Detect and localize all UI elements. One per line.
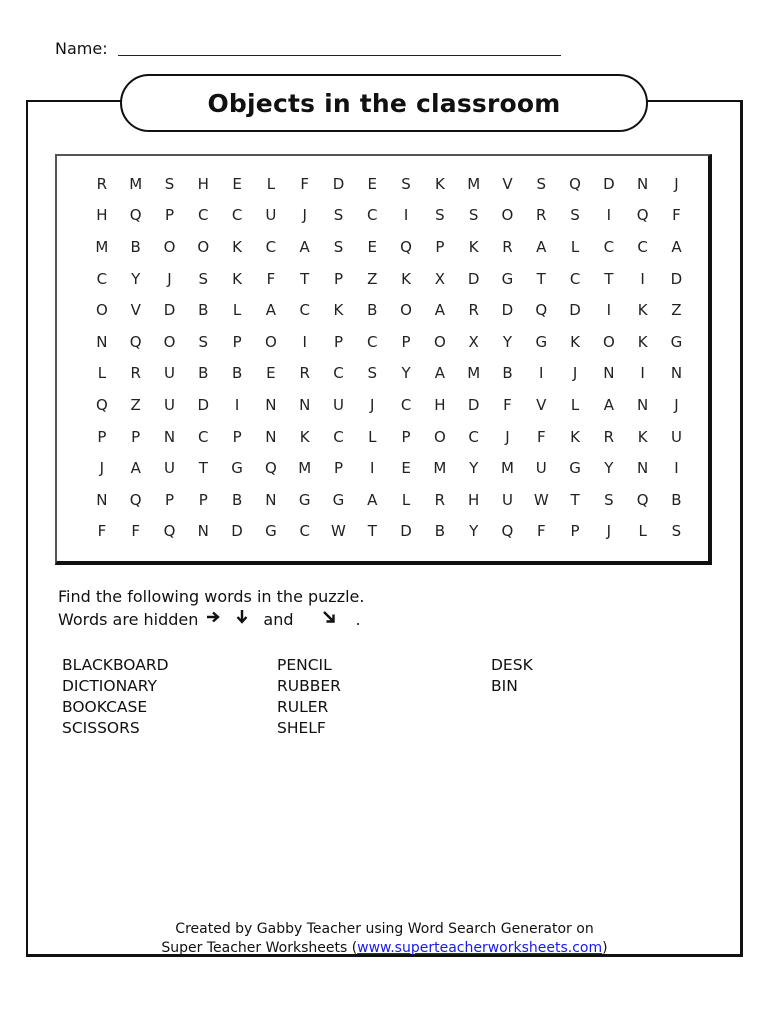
website-link[interactable]: www.superteacherworksheets.com — [357, 940, 603, 956]
grid-letter: P — [131, 427, 141, 446]
grid-letter: R — [502, 237, 513, 256]
grid-letter: C — [400, 395, 412, 414]
grid-letter: K — [333, 301, 344, 320]
grid-letter: I — [370, 459, 375, 478]
grid-letter: Q — [400, 237, 412, 256]
grid-letter: U — [164, 459, 175, 478]
grid-letter: S — [570, 206, 580, 225]
word-list-item: SHELF — [277, 719, 326, 737]
grid-letter: A — [434, 301, 445, 320]
arrow-right-icon-svg — [206, 610, 220, 624]
footer-credit — [26, 920, 743, 958]
footer-suffix: ) — [602, 940, 608, 956]
arrow-down-icon — [235, 609, 249, 629]
grid-letter: J — [674, 174, 679, 193]
grid-letter: K — [232, 237, 242, 256]
grid-letter: J — [167, 269, 172, 288]
grid-letter: C — [569, 269, 581, 288]
word-list-column-1 — [62, 655, 169, 739]
grid-letter: E — [232, 174, 242, 193]
grid-letter: O — [163, 237, 176, 256]
grid-letter: B — [231, 364, 243, 383]
grid-letter: P — [401, 332, 411, 351]
grid-letter: B — [671, 490, 682, 509]
grid-letter: S — [333, 206, 344, 225]
grid-letter: S — [198, 269, 209, 288]
grid-letter: C — [265, 237, 277, 256]
grid-letter: A — [603, 395, 614, 414]
footer-line-2 — [26, 939, 743, 958]
grid-letter: N — [637, 459, 649, 478]
grid-letter: F — [266, 269, 276, 288]
grid-letter: P — [164, 490, 175, 509]
grid-letter: R — [536, 206, 547, 225]
grid-letter: E — [367, 237, 378, 256]
grid-letter: Z — [671, 301, 682, 320]
grid-letter: J — [606, 522, 612, 541]
grid-letter: N — [299, 395, 311, 414]
grid-letter: J — [370, 395, 375, 414]
grid-row — [85, 294, 693, 326]
grid-letter: D — [231, 522, 243, 541]
grid-letter: H — [468, 490, 480, 509]
grid-letter: D — [670, 269, 683, 288]
name-line[interactable] — [118, 55, 561, 56]
grid-letter: I — [403, 206, 409, 225]
grid-letter: O — [501, 206, 514, 225]
grid-letter: L — [266, 174, 276, 193]
grid-letter: J — [99, 459, 105, 478]
grid-letter: S — [671, 522, 682, 541]
grid-letter: S — [164, 174, 175, 193]
grid-letter: C — [96, 269, 108, 288]
grid-letter: S — [604, 490, 614, 509]
grid-letter: Y — [131, 269, 141, 288]
grid-letter: C — [367, 332, 378, 351]
grid-letter: P — [97, 427, 107, 446]
grid-row — [85, 358, 693, 390]
grid-letter: O — [400, 301, 412, 320]
grid-letter: O — [264, 332, 277, 351]
grid-letter: Q — [569, 174, 581, 193]
grid-letter: N — [197, 522, 209, 541]
grid-letter: B — [130, 237, 141, 256]
grid-letter: U — [265, 206, 277, 225]
grid-letter: E — [367, 174, 378, 193]
grid-letter: P — [435, 237, 445, 256]
grid-letter: X — [468, 332, 479, 351]
grid-letter: S — [468, 206, 479, 225]
name-label: Name: — [55, 39, 108, 58]
grid-letter: U — [501, 490, 513, 509]
grid-letter: S — [536, 174, 547, 193]
grid-letter: N — [96, 332, 108, 351]
grid-letter: D — [501, 301, 514, 320]
grid-letter: U — [670, 427, 682, 446]
grid-letter: B — [231, 490, 243, 509]
grid-letter: K — [637, 332, 648, 351]
grid-letter: U — [332, 395, 344, 414]
grid-letter: N — [265, 395, 277, 414]
grid-letter: A — [434, 364, 445, 383]
instructions-line-2 — [58, 609, 361, 629]
footer-prefix: Super Teacher Worksheets ( — [161, 940, 358, 956]
grid-letter: R — [299, 364, 310, 383]
grid-letter: B — [367, 301, 378, 320]
grid-letter: R — [130, 364, 141, 383]
grid-letter: N — [637, 395, 649, 414]
grid-letter: M — [95, 237, 109, 256]
grid-letter: Q — [129, 206, 142, 225]
grid-letter: J — [572, 364, 578, 383]
grid-letter: C — [637, 237, 648, 256]
grid-row — [85, 484, 693, 516]
word-list-item: RUBBER — [277, 677, 341, 695]
grid-letter: F — [300, 174, 309, 193]
grid-letter: T — [570, 490, 580, 509]
grid-letter: C — [198, 206, 209, 225]
grid-letter: T — [536, 269, 546, 288]
word-list-item: DESK — [491, 656, 533, 674]
grid-letter: A — [536, 237, 547, 256]
grid-letter: G — [265, 522, 277, 541]
grid-letter: P — [164, 206, 175, 225]
word-list-column-3 — [491, 655, 533, 697]
grid-letter: N — [637, 174, 649, 193]
word-list-item: SCISSORS — [62, 719, 140, 737]
grid-letter: I — [640, 364, 645, 383]
grid-letter: O — [197, 237, 210, 256]
grid-letter: S — [333, 237, 344, 256]
grid-letter: I — [606, 301, 612, 320]
grid-letter: C — [198, 427, 209, 446]
grid-letter: D — [603, 174, 615, 193]
grid-letter: B — [434, 522, 446, 541]
grid-letter: L — [232, 301, 242, 320]
grid-letter: G — [535, 332, 548, 351]
instructions-prefix: Words are hidden — [58, 609, 199, 629]
grid-letter: D — [467, 395, 480, 414]
grid-letter: T — [198, 459, 208, 478]
arrow-diagonal-icon-svg — [322, 610, 336, 624]
grid-letter: P — [198, 490, 208, 509]
grid-letter: H — [96, 206, 108, 225]
grid-letter: F — [672, 206, 681, 225]
grid-letter: R — [468, 301, 479, 320]
grid-letter: P — [333, 269, 343, 288]
grid-letter: F — [503, 395, 512, 414]
grid-row — [85, 389, 693, 421]
grid-letter: N — [603, 364, 615, 383]
grid-row — [85, 168, 693, 200]
grid-letter: A — [671, 237, 682, 256]
grid-letter: N — [265, 427, 277, 446]
grid-row — [85, 231, 693, 263]
grid-letter: N — [96, 490, 108, 509]
grid-letter: G — [670, 332, 683, 351]
grid-letter: K — [570, 332, 580, 351]
grid-letter: W — [533, 490, 549, 509]
grid-letter: U — [164, 395, 175, 414]
grid-letter: Q — [129, 332, 142, 351]
grid-letter: R — [603, 427, 615, 446]
grid-letter: G — [231, 459, 243, 478]
grid-row — [85, 452, 693, 484]
grid-letter: K — [468, 237, 479, 256]
page-title: Objects in the classroom — [207, 88, 561, 118]
grid-letter: P — [333, 332, 343, 351]
grid-letter: L — [401, 490, 411, 509]
grid-letter: I — [234, 395, 240, 414]
grid-letter: M — [129, 174, 143, 193]
grid-letter: C — [333, 364, 344, 383]
grid-letter: L — [638, 522, 647, 541]
and-text: and — [263, 609, 294, 629]
grid-letter: C — [468, 427, 479, 446]
word-list-item: BLACKBOARD — [62, 656, 169, 674]
grid-letter: F — [536, 427, 546, 446]
grid-letter: E — [401, 459, 411, 478]
grid-letter: H — [197, 174, 209, 193]
grid-letter: N — [163, 427, 176, 446]
grid-letter: C — [333, 427, 344, 446]
grid-letter: Y — [502, 332, 513, 351]
grid-letter: B — [198, 301, 209, 320]
grid-letter: Q — [264, 459, 277, 478]
grid-letter: N — [670, 364, 683, 383]
grid-letter: O — [433, 332, 446, 351]
grid-letter: I — [539, 364, 544, 383]
grid-letter: F — [131, 522, 141, 541]
grid-letter: O — [433, 427, 446, 446]
grid-letter: P — [232, 332, 242, 351]
grid-letter: Z — [367, 269, 378, 288]
grid-letter: F — [536, 522, 546, 541]
grid-letter: Z — [130, 395, 141, 414]
grid-letter: T — [300, 269, 310, 288]
grid-letter: V — [130, 301, 141, 320]
arrow-diagonal-icon — [322, 609, 336, 629]
grid-letter: O — [163, 332, 176, 351]
grid-letter: S — [198, 332, 209, 351]
grid-letter: P — [232, 427, 242, 446]
grid-letter: U — [535, 459, 547, 478]
grid-letter: X — [434, 269, 445, 288]
grid-letter: K — [232, 269, 242, 288]
grid-letter: C — [299, 301, 310, 320]
grid-letter: P — [401, 427, 411, 446]
grid-letter: S — [435, 206, 445, 225]
grid-letter: M — [467, 364, 481, 383]
grid-letter: L — [368, 427, 377, 446]
grid-letter: B — [502, 364, 513, 383]
grid-letter: K — [570, 427, 580, 446]
grid-letter: J — [505, 427, 510, 446]
grid-letter: J — [674, 395, 679, 414]
grid-letter: G — [569, 459, 581, 478]
grid-letter: M — [467, 174, 481, 193]
grid-letter: V — [536, 395, 547, 414]
grid-letter: Y — [469, 522, 479, 541]
word-list-item: DICTIONARY — [62, 677, 158, 695]
grid-row — [85, 421, 693, 453]
word-list-column-2 — [277, 655, 341, 739]
grid-row — [85, 326, 693, 358]
grid-letter: K — [299, 427, 310, 446]
grid-letter: S — [401, 174, 411, 193]
grid-letter: F — [97, 522, 107, 541]
grid-letter: R — [96, 174, 108, 193]
grid-letter: G — [298, 490, 311, 509]
grid-letter: I — [302, 332, 307, 351]
grid-letter: D — [332, 174, 345, 193]
grid-letter: D — [197, 395, 210, 414]
grid-row — [85, 516, 693, 548]
grid-letter: K — [637, 301, 648, 320]
word-list-item: BOOKCASE — [62, 698, 148, 716]
grid-letter: O — [95, 301, 108, 320]
grid-letter: M — [433, 459, 447, 478]
footer-line-1: Created by Gabby Teacher using Word Search Generator on — [175, 921, 594, 937]
grid-letter: P — [333, 459, 343, 478]
period-text: . — [355, 609, 361, 629]
instructions-line-1: Find the following words in the puzzle. — [58, 587, 365, 606]
grid-letter: N — [265, 490, 277, 509]
grid-letter: D — [467, 269, 480, 288]
grid-letter: W — [331, 522, 346, 541]
grid-letter: Q — [636, 490, 649, 509]
grid-letter: V — [502, 174, 513, 193]
grid-letter: J — [302, 206, 307, 225]
arrow-right-icon — [206, 609, 220, 629]
word-search-grid — [85, 168, 693, 547]
grid-letter: K — [637, 427, 648, 446]
grid-letter: S — [367, 364, 378, 383]
grid-letter: L — [570, 395, 580, 414]
grid-letter: K — [401, 269, 411, 288]
title-banner — [120, 74, 648, 132]
grid-letter: K — [434, 174, 445, 193]
grid-letter: A — [265, 301, 277, 320]
grid-letter: L — [97, 364, 107, 383]
arrow-down-icon-svg — [235, 609, 249, 624]
grid-letter: U — [164, 364, 175, 383]
grid-letter: C — [231, 206, 243, 225]
grid-letter: A — [299, 237, 310, 256]
grid-letter: Q — [95, 395, 108, 414]
grid-letter: C — [299, 522, 310, 541]
grid-letter: M — [298, 459, 312, 478]
grid-letter: P — [570, 522, 580, 541]
grid-letter: M — [500, 459, 514, 478]
grid-row — [85, 263, 693, 295]
grid-letter: E — [266, 364, 276, 383]
grid-letter: A — [367, 490, 378, 509]
grid-letter: Y — [604, 459, 614, 478]
grid-letter: C — [603, 237, 615, 256]
grid-letter: Q — [129, 490, 142, 509]
grid-letter: Y — [469, 459, 479, 478]
grid-letter: I — [606, 206, 612, 225]
grid-letter: D — [569, 301, 581, 320]
grid-letter: I — [674, 459, 679, 478]
grid-letter: Q — [501, 522, 514, 541]
word-list-item: RULER — [277, 698, 329, 716]
grid-letter: B — [198, 364, 209, 383]
grid-row — [85, 200, 693, 232]
grid-letter: Q — [163, 522, 176, 541]
grid-letter: A — [130, 459, 141, 478]
grid-letter: L — [570, 237, 580, 256]
grid-letter: Q — [636, 206, 649, 225]
grid-letter: Q — [535, 301, 548, 320]
grid-letter: O — [602, 332, 615, 351]
word-list-item: BIN — [491, 677, 518, 695]
grid-letter: T — [604, 269, 614, 288]
grid-letter: D — [163, 301, 176, 320]
grid-letter: D — [400, 522, 412, 541]
grid-letter: C — [367, 206, 378, 225]
word-list-item: PENCIL — [277, 656, 332, 674]
grid-letter: T — [367, 522, 377, 541]
grid-letter: H — [434, 395, 446, 414]
grid-letter: I — [640, 269, 645, 288]
grid-letter: G — [501, 269, 514, 288]
grid-letter: G — [332, 490, 345, 509]
grid-letter: Y — [401, 364, 411, 383]
grid-letter: R — [434, 490, 446, 509]
